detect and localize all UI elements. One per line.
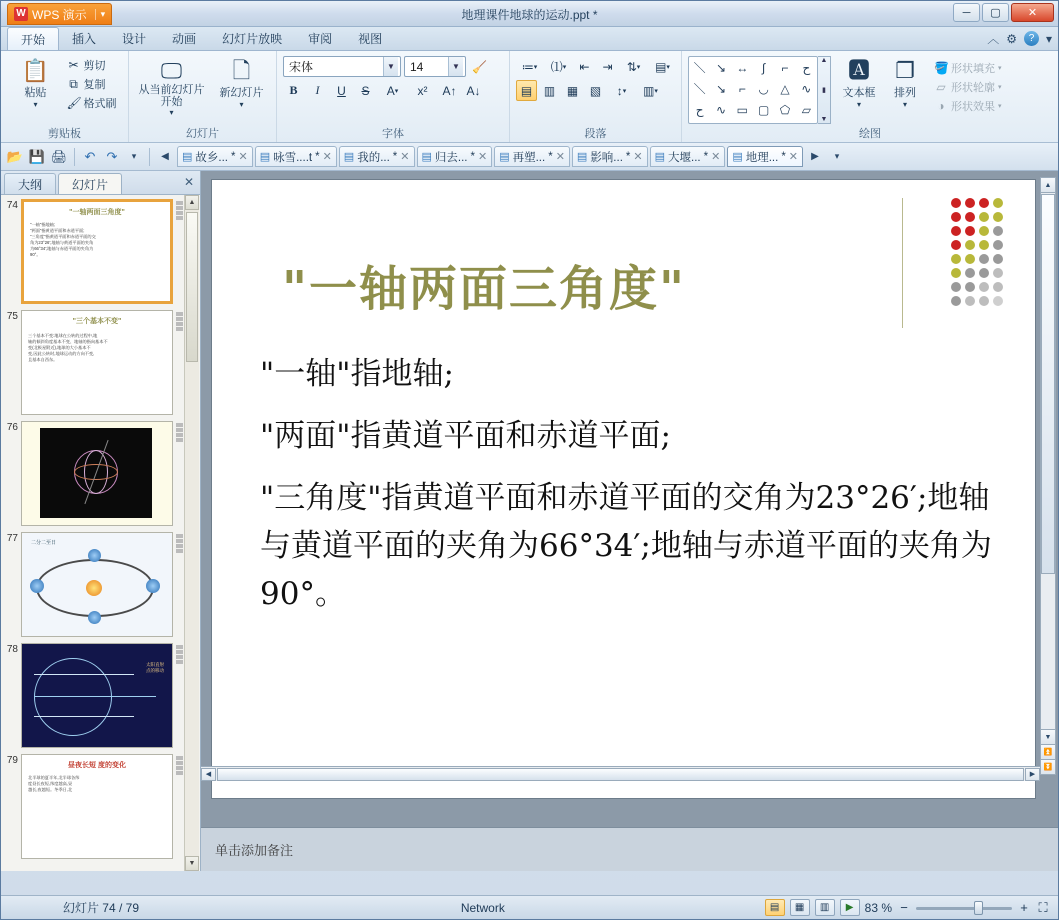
align-text-button[interactable]: ▤ ▾ xyxy=(655,59,670,74)
decrease-indent-button[interactable]: ⇤ xyxy=(579,59,590,74)
chevron-down-icon[interactable]: ▾ xyxy=(1045,31,1052,46)
superscript-button[interactable]: x² xyxy=(417,83,428,98)
ribbon-group-clipboard xyxy=(1,51,129,142)
document-icon: ▤ xyxy=(654,151,666,163)
ribbon-right-controls xyxy=(987,30,1052,47)
increase-indent-button[interactable]: ⇥ xyxy=(602,59,613,74)
arrange-icon: ❐ xyxy=(895,58,915,83)
doc-tab-label: 大堰... xyxy=(668,151,701,164)
thumbnail-number: 77 xyxy=(6,533,18,544)
status-bar xyxy=(1,895,1058,919)
slide-counter: 幻灯片 74 / 79 xyxy=(62,901,140,915)
tab-start[interactable]: 开始 xyxy=(7,27,59,50)
doc-tab-1[interactable] xyxy=(255,146,337,167)
print-icon[interactable]: 🖨 xyxy=(50,148,68,164)
scroll-left-button[interactable]: ◀ xyxy=(201,768,216,781)
doc-tab-label: 故乡... xyxy=(195,151,228,164)
chevron-down-icon[interactable]: ▾ xyxy=(239,100,244,109)
minimize-button[interactable]: ─ xyxy=(953,3,980,22)
italic-button[interactable]: I xyxy=(315,83,320,97)
document-icon: ▤ xyxy=(732,151,743,163)
close-icon[interactable]: ✕ xyxy=(555,151,565,163)
thumbnail-76[interactable] xyxy=(3,421,198,526)
slide-vertical-scrollbar[interactable] xyxy=(1040,177,1056,775)
justify-button[interactable]: ▧ xyxy=(589,83,602,98)
previous-slide-button[interactable]: ⏫ xyxy=(1041,744,1055,759)
tabs-scroll-right-button[interactable]: ▶ xyxy=(811,151,819,162)
zoom-level: 83 % xyxy=(864,900,892,915)
shape-arrow-icon[interactable]: ↘ xyxy=(715,60,727,75)
font-size-select[interactable] xyxy=(404,56,466,77)
doc-tab-0[interactable] xyxy=(177,146,253,167)
tab-animation[interactable]: 动画 xyxy=(172,32,197,46)
group-label-clipboard: 剪贴板 xyxy=(48,128,81,140)
scroll-thumb[interactable] xyxy=(217,768,1024,781)
document-icon: ▤ xyxy=(576,151,588,163)
paragraph-row-1 xyxy=(516,56,676,77)
zoom-slider[interactable] xyxy=(916,901,1012,915)
pane-tabs xyxy=(1,171,200,195)
chevron-down-icon[interactable]: ▼ xyxy=(383,57,398,76)
tab-review[interactable]: 审阅 xyxy=(308,32,333,46)
doc-tab-label: 归去... xyxy=(434,151,468,164)
document-tab-bar xyxy=(1,143,1058,171)
columns-button[interactable]: ▥ ▾ xyxy=(643,83,658,98)
shape-rect-icon[interactable]: ▭ xyxy=(736,102,748,117)
copy-button[interactable] xyxy=(64,75,120,93)
copy-label: 复制 xyxy=(83,79,106,91)
shape-trapezoid-icon[interactable]: ⬠ xyxy=(779,102,791,117)
shape-effects-label: 形状效果 xyxy=(951,101,995,113)
thumbnail-number: 79 xyxy=(6,755,18,766)
new-slide-button[interactable] xyxy=(214,56,270,109)
reading-view-button[interactable]: ▥ xyxy=(815,899,835,916)
chevron-up-icon[interactable]: ︿ xyxy=(987,32,1000,46)
cut-label: 剪切 xyxy=(83,60,106,72)
fit-to-window-icon[interactable]: ⛶ xyxy=(1038,899,1048,915)
ribbon-group-drawing xyxy=(682,51,1058,142)
slide-body-line-2: "两面"指黄道平面和赤道平面; xyxy=(260,418,671,455)
scroll-up-button[interactable]: ▲ xyxy=(1041,178,1055,193)
chevron-down-icon[interactable]: ▾ xyxy=(902,100,907,109)
slide-sorter-button[interactable]: ▦ xyxy=(790,899,810,916)
group-label-font: 字体 xyxy=(382,128,404,140)
close-button[interactable]: ✕ xyxy=(1011,3,1054,22)
thumb-title: 太阳直射点的移动 xyxy=(146,662,164,673)
slide-body[interactable] xyxy=(260,350,995,632)
doc-tab-label: 地理... xyxy=(745,151,779,164)
thumbnail-list[interactable] xyxy=(1,195,200,871)
format-brush-button[interactable] xyxy=(64,94,120,112)
divider xyxy=(149,148,150,166)
document-icon: ▤ xyxy=(343,151,355,163)
maximize-button[interactable]: ▢ xyxy=(982,3,1009,22)
align-center-button[interactable]: ▥ xyxy=(543,83,556,98)
start-from-current-slide-button[interactable] xyxy=(136,56,208,117)
title-divider xyxy=(902,198,903,328)
doc-tab-modified-marker: * xyxy=(703,150,709,163)
strikethrough-button[interactable]: S xyxy=(361,83,370,98)
decrease-font-button[interactable]: A↓ xyxy=(466,83,481,98)
font-family-value: 宋体 xyxy=(289,60,314,74)
doc-tab-modified-marker: * xyxy=(315,150,320,163)
font-color-icon: A xyxy=(386,83,395,98)
doc-tab-label: 影响... xyxy=(590,151,623,164)
shape-fill-icon: 🪣 xyxy=(934,61,949,75)
document-icon: ▤ xyxy=(421,151,432,163)
theme-name: Network xyxy=(460,900,505,915)
textbox-label: 文本框 xyxy=(842,87,876,99)
new-slide-icon: 🗋 xyxy=(232,58,251,83)
doc-tab-3[interactable] xyxy=(417,146,493,167)
current-slide[interactable] xyxy=(211,179,1036,799)
group-label-slides: 幻灯片 xyxy=(186,128,219,140)
thumbnail-75[interactable] xyxy=(3,310,198,415)
thumbnail-preview[interactable] xyxy=(21,532,173,637)
ribbon-tabs xyxy=(1,27,1058,51)
title-bar xyxy=(1,1,1058,27)
thumbnail-78[interactable] xyxy=(3,643,198,748)
arrange-label: 排列 xyxy=(894,87,916,99)
slide-title[interactable]: "一轴两面三角度" xyxy=(282,261,687,317)
shape-doublearrow-icon[interactable]: ↔ xyxy=(736,60,749,75)
thumb-body: 北半球的夏半年,北半球各纬 度昼长夜短,纬度越高,昼 越长,夜越短。冬季日,北 xyxy=(28,775,80,792)
tab-outline[interactable]: 大纲 xyxy=(4,173,56,194)
next-slide-button[interactable]: ⏬ xyxy=(1041,759,1055,774)
ribbon xyxy=(1,51,1058,143)
scroll-right-button[interactable]: ▶ xyxy=(1025,768,1040,781)
close-icon[interactable]: ✕ xyxy=(322,151,332,163)
scissors-icon: ✂ xyxy=(68,58,79,72)
more-icon[interactable]: ▾ xyxy=(131,151,137,161)
font-row-1 xyxy=(283,56,490,77)
thumb-body: "一轴"指地轴; "两面"指黄道平面和赤道平面; "三角度"指黄道平面和赤道平面的交 角为23°26′;地轴与黄道平面的夹角 为66°34′;地轴与赤道平面的夹角为 90°。 xyxy=(30,222,96,257)
copy-icon: ⧉ xyxy=(69,76,78,91)
shape-gallery-grid[interactable] xyxy=(688,56,818,124)
status-right-controls xyxy=(765,899,1058,916)
shape-fill-button[interactable]: 🪣 形状填充 ▾ xyxy=(934,61,1002,75)
tabs-scroll-left-button[interactable]: ◀ xyxy=(161,151,169,162)
font-row-2 xyxy=(283,80,484,101)
doc-tab-modified-marker: * xyxy=(392,150,398,163)
shape-gallery-scrollbar[interactable] xyxy=(818,56,831,124)
doc-tab-modified-marker: * xyxy=(625,150,631,163)
shape-outline-icon: ▱ xyxy=(936,80,946,94)
work-area xyxy=(1,171,1058,871)
thumbnail-preview[interactable] xyxy=(21,310,173,415)
divider xyxy=(74,148,75,166)
paste-label: 粘贴 xyxy=(24,87,47,99)
doc-tab-label: 我的... xyxy=(357,151,390,164)
ribbon-group-paragraph xyxy=(510,51,682,142)
tab-insert[interactable]: 插入 xyxy=(72,32,97,46)
scroll-down-button[interactable]: ▼ xyxy=(185,856,199,871)
scroll-thumb[interactable] xyxy=(1041,194,1055,574)
normal-view-button[interactable]: ▤ xyxy=(765,899,785,916)
globe-image xyxy=(40,428,152,518)
tab-design[interactable]: 设计 xyxy=(122,32,147,46)
scroll-up-button[interactable]: ▲ xyxy=(185,195,199,210)
doc-tab-modified-marker: * xyxy=(470,150,475,163)
thumb-title: "一轴两面三角度" xyxy=(69,209,125,216)
help-icon[interactable]: ? xyxy=(1024,31,1039,46)
open-icon[interactable]: 📂 xyxy=(6,148,24,164)
paragraph-row-2 xyxy=(516,80,664,101)
thumbnail-number: 78 xyxy=(6,644,18,655)
slide-body-line-3: "三角度"指黄道平面和赤道平面的交角为23°26′;地轴与黄道平面的夹角为66°34′;地轴与赤道平面的夹角为90°。 xyxy=(260,480,992,613)
chevron-down-icon[interactable]: ▼ xyxy=(448,57,463,76)
thumbnail-preview[interactable] xyxy=(21,421,173,526)
thumbnail-77[interactable] xyxy=(3,532,198,637)
new-slide-label: 新幻灯片 xyxy=(219,87,264,99)
thumb-title: "三个基本不变" xyxy=(72,318,122,325)
doc-tab-6[interactable] xyxy=(650,146,726,167)
doc-tab-4[interactable] xyxy=(494,146,570,167)
shape-effects-button[interactable]: ◑ 形状效果 ▾ xyxy=(931,97,1005,115)
underline-button[interactable]: U xyxy=(337,83,346,98)
document-icon: ▤ xyxy=(499,151,510,163)
bullets-button[interactable]: ≔ ▾ xyxy=(521,59,538,74)
ribbon-group-font xyxy=(277,51,510,142)
bold-button[interactable]: B xyxy=(289,83,298,97)
close-icon[interactable]: ✕ xyxy=(477,151,488,163)
numbering-button[interactable]: ⑴ ▾ xyxy=(550,60,567,74)
notes-placeholder: 单击添加备注 xyxy=(215,843,294,858)
zoom-slider-track xyxy=(916,907,1012,910)
shape-outline-label: 形状轮廓 xyxy=(951,82,995,94)
clipboard-icon: 📋 xyxy=(21,58,50,83)
thumbnail-number: 76 xyxy=(6,422,18,433)
undo-icon[interactable]: ↶ xyxy=(84,148,96,164)
scroll-up-icon[interactable]: ▲ xyxy=(820,57,828,64)
tabs-menu-button[interactable]: ▾ xyxy=(834,151,840,161)
window-controls xyxy=(953,3,1054,22)
save-icon[interactable]: 💾 xyxy=(28,148,46,164)
shape-arrow2-icon[interactable]: ↘ xyxy=(715,81,727,96)
shape-line-icon[interactable]: ＼ xyxy=(693,61,706,75)
font-color-button[interactable]: A ▾ xyxy=(386,83,399,98)
document-icon: ▤ xyxy=(259,151,271,163)
thumbnail-preview[interactable] xyxy=(21,754,173,859)
slide-horizontal-scrollbar[interactable] xyxy=(201,766,1040,781)
text-direction-button[interactable]: ⇅ ▾ xyxy=(626,59,641,74)
chevron-down-icon[interactable]: ▾ xyxy=(95,9,106,20)
textbox-icon: 🅰 xyxy=(847,58,870,83)
shape-curve-icon[interactable]: ∫ xyxy=(762,60,766,75)
scroll-thumb[interactable]: ▮ xyxy=(822,87,826,94)
scroll-down-button[interactable]: ▼ xyxy=(1041,729,1055,744)
notes-pane[interactable] xyxy=(201,827,1058,871)
doc-tab-7[interactable] xyxy=(727,146,803,167)
doc-tab-2[interactable] xyxy=(339,146,415,167)
increase-font-button[interactable]: A↑ xyxy=(442,83,457,98)
shape-scribble-icon[interactable]: ∿ xyxy=(801,81,812,96)
tab-view[interactable]: 视图 xyxy=(358,32,383,46)
slides-pane xyxy=(1,171,201,871)
orbit-image xyxy=(22,533,172,636)
chevron-down-icon[interactable]: ▾ xyxy=(169,108,174,117)
font-size-value: 14 xyxy=(410,59,424,74)
slide-canvas-area[interactable] xyxy=(201,171,1058,827)
thumbnails-scrollbar[interactable] xyxy=(184,195,199,871)
wps-logo-icon: W xyxy=(14,7,28,21)
thumb-title: 昼夜长短 度的变化 xyxy=(68,762,126,769)
scroll-thumb[interactable] xyxy=(186,212,198,362)
gear-icon[interactable]: ⚙ xyxy=(1006,31,1017,46)
close-icon[interactable]: ✕ xyxy=(633,151,643,163)
document-title: 地理课件地球的运动.ppt * xyxy=(461,8,598,22)
thumbnail-preview[interactable] xyxy=(21,199,173,304)
shape-outline-button[interactable]: ▱ 形状轮廓 ▾ xyxy=(931,78,1005,96)
zoom-out-button[interactable]: − xyxy=(900,900,908,915)
shape-bracket-icon[interactable]: ح xyxy=(695,102,704,117)
thumb-title: 二分二至日 xyxy=(31,540,57,546)
shape-curve2-icon[interactable]: ∿ xyxy=(715,102,727,117)
shape-gallery[interactable] xyxy=(688,56,831,124)
slide-body-line-1: "一轴"指地轴; xyxy=(260,356,454,392)
thumbnail-number: 75 xyxy=(6,311,18,322)
close-icon[interactable]: ✕ xyxy=(238,151,248,163)
start-from-current-label: 从当前幻灯片开始 xyxy=(138,84,205,108)
align-left-button[interactable]: ▤ xyxy=(516,80,537,101)
thumb-body: 三个基本不变:地球在公转的过程中,地 轴的倾斜角度基本不变、地轴的指向基本不 变(北极星附近),地球的大小基本不 变,因此公转时,地球运动的方向不变, 且基本自西东。 xyxy=(28,333,108,362)
thumbnail-number: 74 xyxy=(6,200,18,211)
close-icon[interactable]: ✕ xyxy=(400,151,410,163)
shape-elbow-icon[interactable]: ⌐ xyxy=(738,81,746,96)
shape-parallelogram-icon[interactable]: ▱ xyxy=(801,102,811,117)
clear-format-button[interactable]: 🧹 xyxy=(472,59,487,74)
document-icon: ▤ xyxy=(182,151,193,163)
scroll-down-icon[interactable]: ▼ xyxy=(820,116,828,123)
textbox-button[interactable] xyxy=(837,56,881,109)
play-slide-icon: 🖵 xyxy=(160,58,183,83)
thumbnail-79[interactable] xyxy=(3,754,198,859)
group-label-drawing: 绘图 xyxy=(859,128,881,140)
chevron-down-icon[interactable]: ▾ xyxy=(856,100,861,109)
shape-fill-label: 形状填充 xyxy=(951,63,995,75)
chevron-down-icon[interactable]: ▾ xyxy=(33,100,38,109)
slide-editor xyxy=(201,171,1058,871)
close-icon[interactable]: ✕ xyxy=(711,151,721,163)
thumbnail-preview[interactable] xyxy=(21,643,173,748)
redo-icon[interactable]: ↷ xyxy=(106,148,118,164)
zoom-slider-handle[interactable] xyxy=(974,901,983,915)
doc-tab-modified-marker: * xyxy=(231,150,236,163)
shape-rounded-icon[interactable]: ▢ xyxy=(757,102,770,117)
tab-slides[interactable]: 幻灯片 xyxy=(58,173,122,194)
cut-button[interactable] xyxy=(64,56,120,74)
format-brush-label: 格式刷 xyxy=(83,98,117,110)
format-brush-icon: 🖌 xyxy=(66,96,82,110)
arrange-button[interactable] xyxy=(887,56,923,109)
zoom-in-button[interactable]: + xyxy=(1020,900,1028,915)
ribbon-group-slides xyxy=(129,51,277,142)
doc-tab-5[interactable] xyxy=(572,146,648,167)
font-family-select[interactable] xyxy=(283,56,401,77)
decorative-dot-grid xyxy=(951,198,1007,310)
doc-tab-label: 再塑... xyxy=(512,151,546,164)
shape-effects-icon: ◑ xyxy=(937,99,945,113)
line-spacing-button[interactable]: ↕ ▾ xyxy=(616,83,627,98)
diagram-image xyxy=(22,644,172,747)
app-tab-label: WPS 演示 xyxy=(32,7,87,22)
doc-tab-label: 咏雪....t xyxy=(273,151,313,164)
tab-slideshow[interactable]: 幻灯片放映 xyxy=(222,32,283,46)
slideshow-button[interactable]: ▶ xyxy=(840,899,860,916)
shape-line2-icon[interactable]: ＼ xyxy=(693,82,706,96)
group-label-paragraph: 段落 xyxy=(584,128,607,140)
shape-freeform-icon[interactable]: ح xyxy=(802,60,811,75)
close-icon[interactable]: ✕ xyxy=(183,175,194,189)
shape-arc-icon[interactable]: ◡ xyxy=(758,81,769,96)
shape-poly-icon[interactable]: △ xyxy=(780,81,790,96)
align-right-button[interactable]: ▦ xyxy=(566,83,579,98)
thumbnail-74[interactable] xyxy=(3,199,198,304)
doc-tab-modified-marker: * xyxy=(781,150,786,163)
shape-connector-icon[interactable]: ⌐ xyxy=(781,60,789,75)
close-icon[interactable]: ✕ xyxy=(788,151,799,163)
paste-button[interactable] xyxy=(10,56,62,109)
doc-tab-modified-marker: * xyxy=(548,150,553,163)
